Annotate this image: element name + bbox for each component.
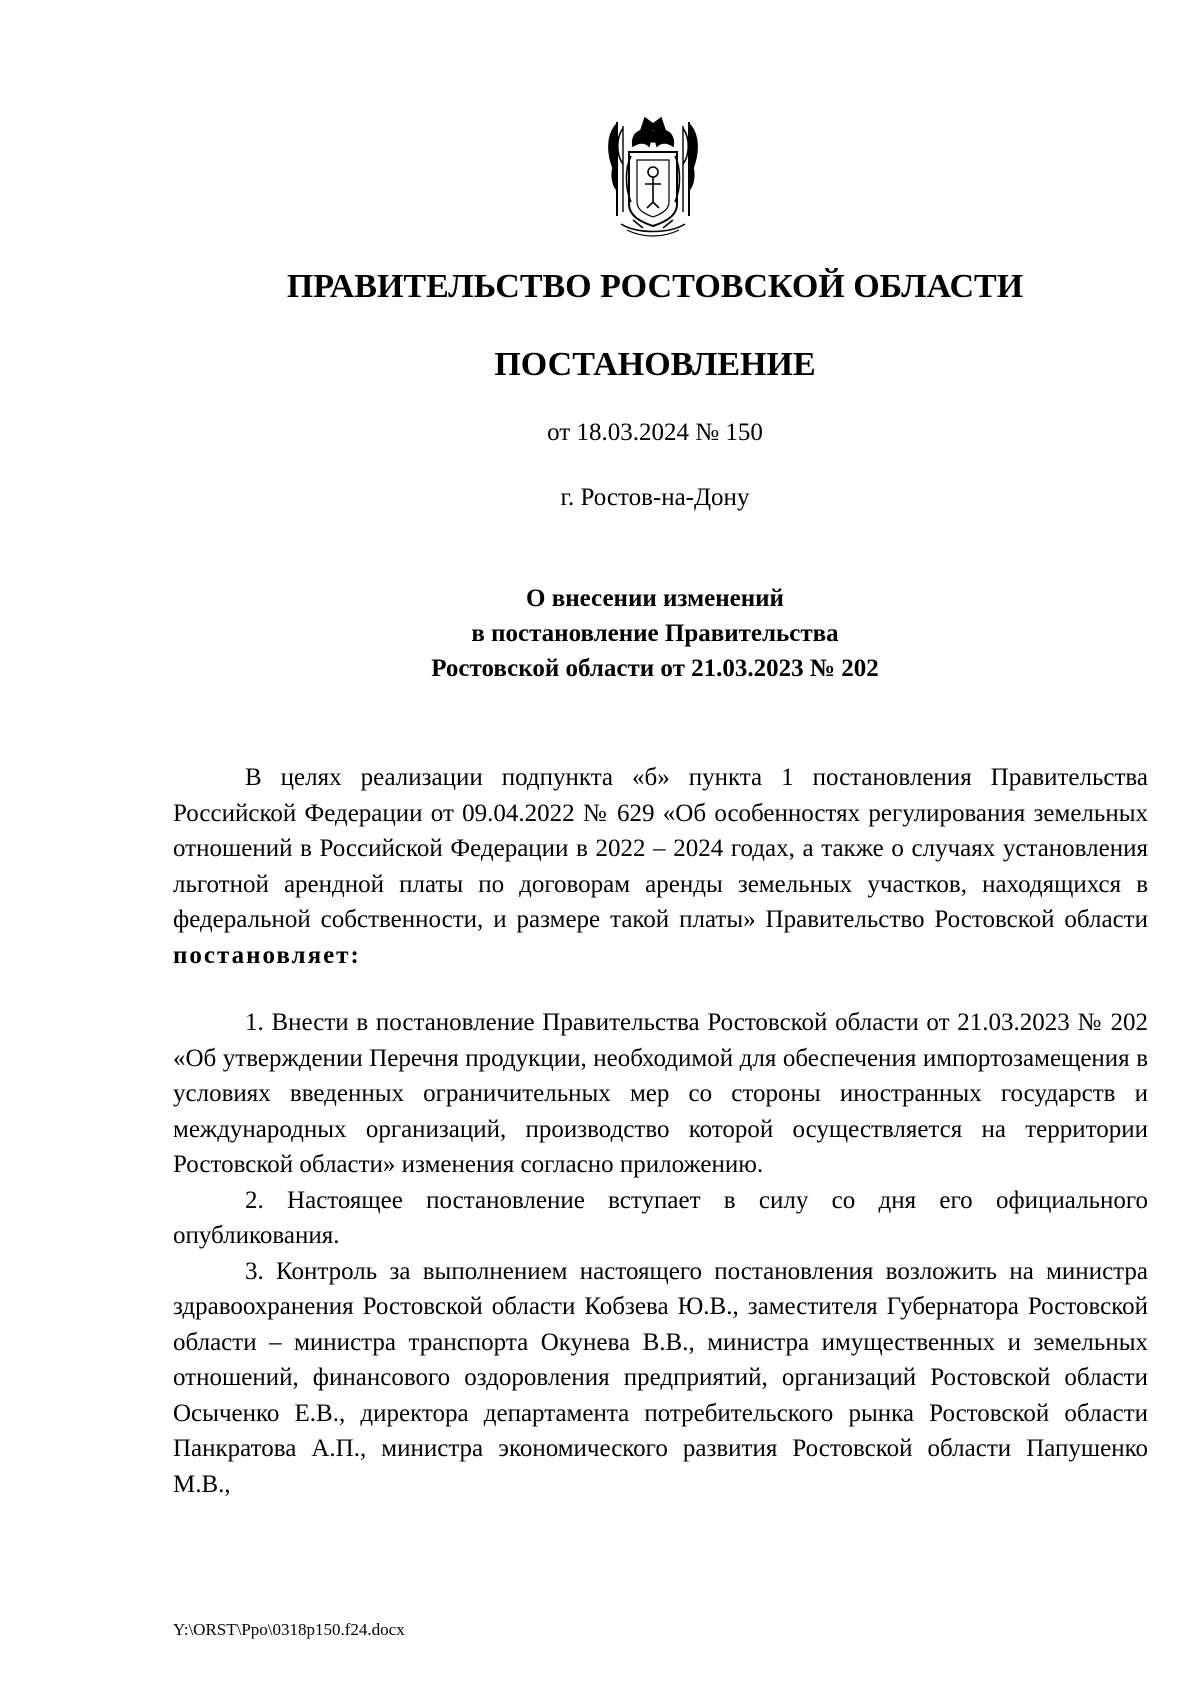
item-1-paragraph: 1. Внести в постановление Правительства Ростовской области от 21.03.2023 № 202 «Об утверждении Перечня продукции, необходимой для обеспечения импортозамещения в условиях введенных ограничительных мер со стороны иностранных государств и международных организаций, производство которой осуществляется на территории Ростовской области» изменения согласно приложению. (173, 1009, 1148, 1178)
preamble-text: В целях реализации подпункта «б» пункта 1 постановления Правительства Российской Федерации от 09.04.2022 № 629 «Об особенностях регулирования земельных отношений в Российской Федерации в 2022 – 2024 годах, а также о случаях установления льготной арендной платы по договорам аренды земельных участков, находящихся в федеральной собственности, и размере такой платы» Правительство Ростовской области (173, 764, 1148, 933)
item-3-paragraph: 3. Контроль за выполнением настоящего постановления возложить на министра здравоохранения Ростовской области Кобзева Ю.В., заместителя Губернатора Ростовской области – министра транспорта Окунева В.В., министра имущественных и земельных отношений, финансового оздоровления предприятий, организаций Ростовской области Осыченко Е.В., директора департамента потребительского рынка Ростовской области Панкратова А.П., министра экономического развития Ростовской области Папушенко М.В., (173, 1257, 1148, 1498)
subject-line-2: в постановление Правительства (471, 620, 839, 647)
item-2-paragraph: 2. Настоящее постановление вступает в силу со дня его официального опубликования. (173, 1186, 1148, 1249)
document-city: г. Ростов-на-Дону (560, 484, 750, 511)
footer-file-path: Y:\ORST\Ppo\0318p150.f24.docx (173, 1620, 405, 1639)
document-subject (0, 581, 1200, 686)
document-type-heading: ПОСТАНОВЛЕНИЕ (494, 346, 816, 383)
organization-title: ПРАВИТЕЛЬСТВО РОСТОВСКОЙ ОБЛАСТИ (286, 268, 1024, 305)
subject-line-1: О внесении изменений (526, 585, 784, 612)
preamble-paragraph (173, 760, 1148, 973)
document-date-number: от 18.03.2024 № 150 (547, 419, 763, 446)
subject-line-3: Ростовской области от 21.03.2023 № 202 (431, 655, 879, 682)
decree-word: постановляет: (173, 941, 361, 969)
document-body (173, 760, 1148, 1502)
coat-of-arms-icon (603, 112, 703, 242)
